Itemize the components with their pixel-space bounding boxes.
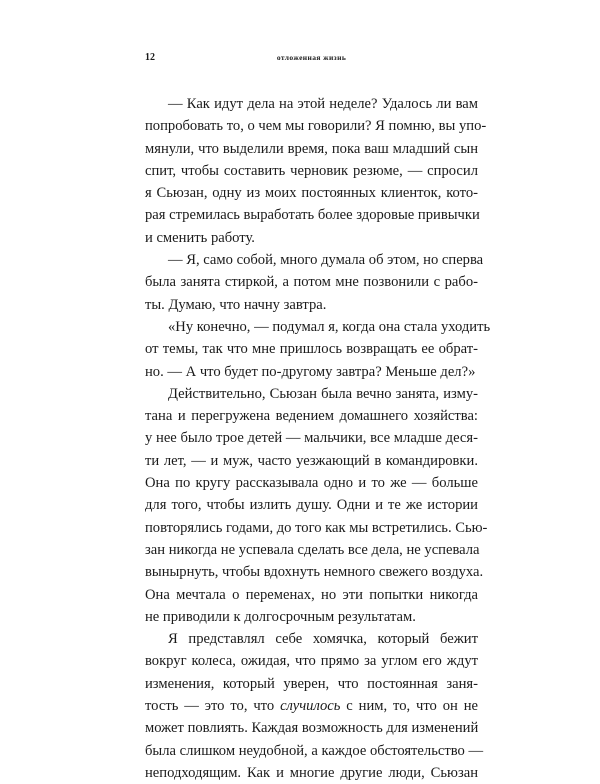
text-line: я Сьюзан, одну из моих постоянных клиенток, кото- — [145, 185, 478, 202]
text-line: — Как идут дела на этой неделе? Удалось ли вам — [168, 96, 478, 112]
text-line: рая стремилась выработать более здоровые привычки — [145, 207, 480, 224]
text-line: была занята стиркой, а потом мне позвонили с рабо- — [145, 274, 478, 291]
text-line: ты. Думаю, что начну завтра. — [145, 296, 327, 313]
text-line: Она по кругу рассказывала одно и то же — больше — [145, 475, 478, 492]
text-line: — Я, само собой, много думала об этом, но сперва — [168, 252, 484, 269]
body-text — [145, 93, 491, 784]
text-line: Она мечтала о переменах, но эти попытки никогда — [145, 586, 478, 603]
text-line: и сменить работу. — [145, 229, 255, 246]
text-line: для того, чтобы излить душу. Одни и те же истории — [145, 497, 478, 514]
paragraph — [145, 93, 487, 249]
paragraph — [145, 628, 484, 784]
text-line: повторялись годами, до того как мы встретились. Сью- — [145, 519, 488, 536]
text-line: спит, чтобы составить черновик резюме, — спросил — [145, 162, 478, 179]
text-line: зан никогда не успевала сделать все дела, не успевала — [145, 541, 480, 558]
text-line: вынырнуть, чтобы вдохнуть немного свежего воздуха. — [145, 564, 484, 581]
text-line: от темы, так что мне пришлось возвращать ее обрат- — [145, 341, 478, 358]
paragraph — [145, 249, 484, 316]
paragraph — [145, 316, 491, 383]
page-number: 12 — [145, 52, 155, 63]
text-line: но. — А что будет по-другому завтра? Меньше дел?» — [145, 363, 476, 380]
text-line: изменения, который уверен, что постоянная заня- — [145, 675, 478, 692]
text-line: мянули, что выделили время, пока ваш младший сын — [145, 140, 478, 157]
text-line: неподходящим. Как и многие другие люди, Сьюзан — [145, 764, 478, 781]
text-line: Действительно, Сьюзан была вечно занята, изму- — [168, 385, 478, 402]
text-line-with-italics: тость — это то, что случилось с ним, то, что он не — [145, 698, 479, 715]
text-line: ти лет, — и муж, часто уезжающий в командировки. — [145, 452, 478, 469]
text-line: у нее было трое детей — мальчики, все младше деся- — [145, 430, 478, 447]
text-line: может повлиять. Каждая возможность для изменений — [145, 720, 479, 737]
text-line: «Ну конечно, — подумал я, когда она стала уходить — [168, 318, 491, 335]
book-page — [145, 52, 491, 784]
text-line: тана и перегружена ведением домашнего хозяйства: — [145, 408, 478, 425]
running-title: отложенная жизнь — [276, 53, 347, 62]
text-line: была слишком неудобной, а каждое обстоятельство — — [145, 742, 484, 759]
paragraph — [145, 383, 488, 628]
text-line: Я представлял себе хомячка, который бежит — [168, 631, 478, 648]
page-header — [145, 52, 478, 68]
text-line: не приводили к долгосрочным результатам. — [145, 608, 416, 625]
text-line: попробовать то, о чем мы говорили? Я помню, вы упо- — [145, 118, 487, 135]
text-line: вокруг колеса, ожидая, что прямо за углом его ждут — [145, 653, 478, 670]
